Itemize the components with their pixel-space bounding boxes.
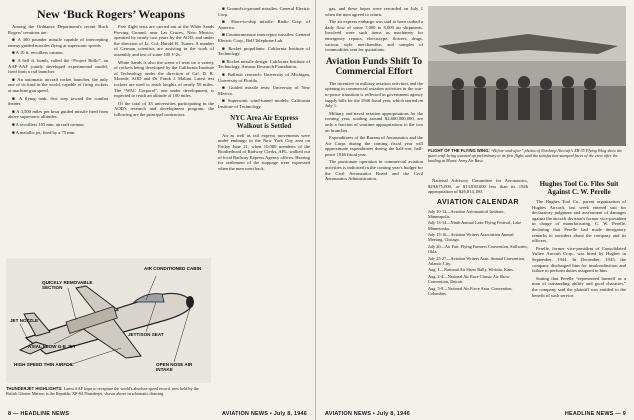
right-col-3: [532, 178, 626, 300]
paragraph: gas, and these hopes were rewarded on July 1 when the men agreed to return.: [325, 6, 423, 17]
paragraph: ■ Ground-to-ground missiles: General Electric Corp.: [218, 6, 310, 17]
diagram-label-cabin: AIR CONDITIONED CABIN: [144, 266, 202, 271]
left-side-column: [218, 6, 310, 174]
right-col-1-top: [325, 6, 423, 55]
paragraph: ■ A 300 pounder missile capable of intercepting enemy guided missiles flying at supersonic speeds.: [8, 37, 108, 48]
paragraph: ■ An automatic aircraft rocket launcher, the only one of its kind in the world, capable of firing rockets at machine gun speed.: [8, 76, 108, 93]
paragraph: ■ A 3,500 miles per hour guided missile fired from above supersonic altitudes.: [8, 108, 108, 120]
left-col-2: [114, 24, 214, 137]
calendar-list: [428, 209, 528, 296]
paragraph: Among the Ordnance Department's recent Buck Rogers' creations are:: [8, 24, 108, 35]
left-page: [0, 0, 316, 420]
thunderjet-diagram: [6, 258, 211, 383]
paragraph: National Advisory Committee for Aeronautics, $29,675,000, or $13,830,000 less than its 1946 appropriation of $26,814,180.: [428, 178, 528, 195]
paragraph: ■ Supersonic wind-tunnel models: California Institute of Technology.: [218, 98, 310, 109]
flying-wing-image-icon: [428, 6, 626, 146]
list-item: July 10-12—Aviation Aeronautical Institute, Minneapolis.: [428, 208, 505, 219]
paragraph: ■ Guided missile tests: University of New Mexico.: [218, 85, 310, 96]
paragraph: ■ A metallic jet, fired by a 75 mm.: [12, 129, 76, 135]
paragraph: ■ Ballistic research: University of Michigan, University of Florida.: [218, 71, 310, 83]
list-item: July 25-27—Aviation Writers Assn. Annual Convention, Atlantic City.: [428, 255, 526, 266]
paragraph: ■ A 6x8 ft. bomb, called the “Project Rollo”, an AAF-AAF jointly developed experimental model, fired from a rail launcher.: [8, 57, 108, 75]
paragraph: ■ Countermeasure interceptor missiles: General Electric Corp., Bell Telephone Lab.: [218, 32, 310, 43]
paragraph: ■ A 10 ft. recoilless cannon.: [12, 50, 64, 56]
caption-title: THUNDERJET HIGHLIGHTS:: [6, 386, 63, 391]
left-col-3: [218, 6, 310, 112]
right-folio: AVIATION NEWS • July 8, 1946: [325, 411, 410, 417]
caption-text: Latest AAF hope to recapture the world's absolute speed record, now held by the British Gloster Meteor, is the Republic XP-84 Thunderjet, shown above in schematic drawing.: [6, 386, 199, 396]
list-item: Aug. 1—National Air Show Rally, Wichita, Kans.: [428, 267, 514, 273]
left-main-column: [8, 6, 214, 137]
paragraph: Of the total of 33 universities participating in the AOD's research and development program, the following are the principal contractors.: [114, 100, 214, 117]
photo-caption: [428, 148, 626, 163]
right-col-3-text: [532, 199, 626, 300]
left-headline: New ‘Buck Rogers’ Weapons: [37, 7, 185, 21]
paragraph: Stating that Perelle “represented himself as a man of outstanding ability and good character,” the company said the plaintiff was entitled to the benefit of such service.: [532, 275, 626, 298]
diagram-label-jettison-seat: JETTISON SEAT: [128, 332, 164, 337]
diagram-label-airfoil: HIGH SPEED THIN AIRFOIL: [14, 362, 74, 367]
list-item: July 13-14—Ninth Annual Lake Flying Festival, Lake Minnetonka.: [428, 220, 522, 231]
list-item: Aug. 2-4—National Air Race Classic Air Show Convention, Detroit.: [428, 273, 510, 284]
paragraph: Perelle, former vice-president of Consolidated Vultee Aircraft Corp., was hired by Hughes in September, 1944. In December, 1945, the company discharged him for insubordination and failure to perform duties assigned to him.: [532, 245, 626, 274]
left-folio: 8 — HEADLINE NEWS: [8, 411, 70, 417]
photo-caption-text: “Before-and-after” photos of Northrop Aircraft's XB-35 Flying Wing show the giant craft being warmed up preliminary to its first flight, and the satisfaction-stamped faces of the crew after the landing at Muroc Army Air Base.: [428, 148, 623, 163]
diagram-label-axial-jet: AXIAL FLOW G-E JET: [28, 344, 76, 349]
right-col-1-body: [325, 81, 423, 184]
photo-caption-title: FLIGHT OF THE FLYING WING:: [428, 148, 490, 153]
right-headline: Aviation Funds Shift To Commercial Effort: [325, 56, 423, 78]
left-folio-right: AVIATION NEWS • July 8, 1946: [222, 411, 307, 417]
left-col-1: [8, 24, 108, 137]
paragraph: Air as well as rail express movements were under embargo in the New York City area on Friday June 21, when 10,000 members of the Brotherhood of Railway Clerks, AFL, walked out of local Railway Express Agency offices. Hearing for settlement of the stoppage were expressed when the men went back.: [218, 132, 310, 172]
list-item: Aug. 5-8—National Air Force Assn. Convention, Columbus.: [428, 285, 513, 296]
paragraph: ■ Rocket missile design: California Institute of Technology, Armour Research Foundation.: [218, 58, 310, 70]
paragraph: White Sands is also the scene of tests on a variety of rockets being developed by the California Institute of Technology under the direction of Cal. D. R. Mosede, AOD and Dr. Frank J. Malina. Latest test rockets are used to reach heights of nearly 50 miles. The “WAC Corporal”, one under development, is expected to reach an altitude of 100 miles.: [114, 59, 214, 99]
paragraph: Free flight tests are carried out at the White Sands Proving Ground, near Las Cruces, New Mexico, operated by nearly two years by the AOD, and under the direction of Lt. Col. Harold R. Turner. A number of German scientists are assisting in the work of assembly and test of some 100 V-2s.: [114, 24, 214, 57]
diagram-caption: [6, 386, 211, 396]
right-sub-headline: Hughes Tool Co. Files Suit Against C. W. Perelle: [539, 180, 619, 196]
paragraph: The incentive in military aviation activities and the opening in commercial aviation activities in the war-to-peace transition is reflected in government agency supply bills for the 1946 fiscal year, which started on July 1.: [325, 80, 423, 109]
left-sub-headline: NYC Area Air Express Walkout is Settled: [230, 113, 298, 130]
paragraph: ■ Rocket propellants: California Institute of Technology.: [218, 45, 310, 57]
diagram-label-jet-nozzle: JET NOZZLE: [10, 318, 39, 323]
flying-wing-photo: [428, 6, 626, 146]
paragraph: Military and naval aviation appropriations for the coming year, totaling around $2,600,000,000, are only a fraction of wartime appropriations to the two air branches.: [325, 110, 423, 133]
left-col-3b: [218, 133, 310, 174]
list-item: July 20—Air Fair, Flying Farmers Convention, Stillwater, Okla.: [428, 243, 528, 254]
calendar-title: AVIATION CALENDAR: [436, 198, 520, 206]
right-col-2: [428, 178, 528, 297]
paragraph: The passionate operation in commercial aviation activities is indicated in the coming year's budget for the Civil Aeronautics Board and the Civil Aeronautics Administration.: [325, 159, 423, 182]
diagram-label-nose-intake: OPEN NOSE AIR INTAKE: [156, 362, 193, 372]
right-col-2-text: [428, 178, 528, 197]
paragraph: Expenditures of the Bureau of Aeronautics and the Air Corps during the coming fiscal year will approximate expenditures during the half-war, half-peace 1946 fiscal year.: [325, 135, 423, 157]
right-folio-right: HEADLINE NEWS — 9: [564, 411, 626, 417]
list-item: July 15-16—Aviation Writers Association Annual Meeting, Chicago.: [428, 232, 514, 243]
left-text-columns: [8, 24, 214, 137]
paragraph: ■ Shore-to-ship missile: Radio Corp. of America.: [218, 19, 310, 30]
paragraph: ■ A recoilless 105 mm. aircraft cannon.: [12, 121, 85, 127]
paragraph: ■ A flying tank, first step toward the combat theater.: [8, 95, 108, 107]
paragraph: The Hughes Tool Co., parent organization of Hughes Aircraft, last week entered suit for declaratory judgment and assessment of damages against the aircraft division's former vice-president in charge of manufacturing, C. W. Perelle, declaring that Perelle had made derogatory remarks to outsiders about the company and its officers.: [532, 199, 626, 244]
diagram-label-removable-section: QUICKLY REMOVABLE SECTION: [42, 280, 93, 290]
right-col-1: [325, 6, 423, 184]
paragraph: The air express embargo was said to have curbed a daily flow of some 7,000 to 8,000 air shipments. Involved were such items as machinery for emergency repairs, electrotype, flowers, drugs, various style merchandise, and samples of commodities sent for quotations.: [325, 19, 423, 53]
